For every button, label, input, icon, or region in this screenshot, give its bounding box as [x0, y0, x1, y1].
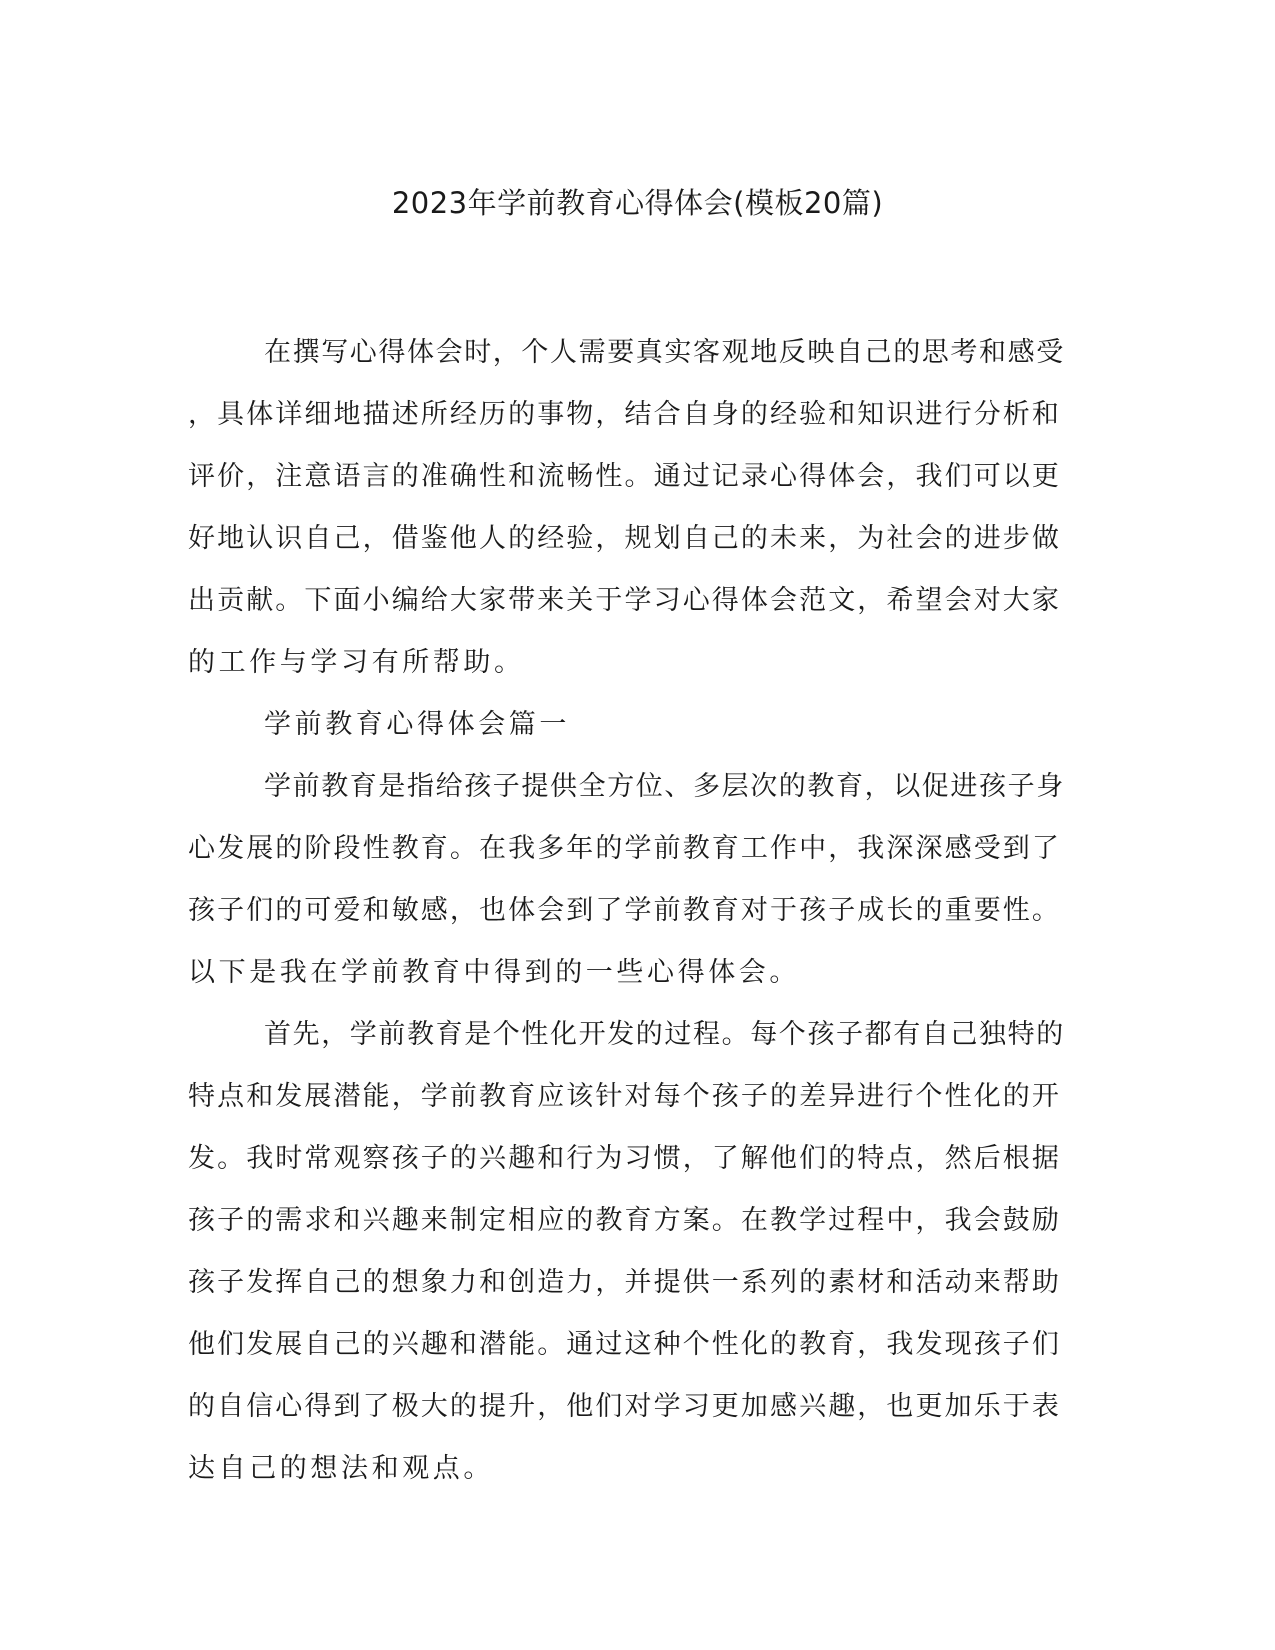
- text-line: 学前教育心得体会篇一: [264, 709, 570, 740]
- text-line: ，具体详细地描述所经历的事物，结合自身的经验和知识进行分析和: [188, 399, 1061, 430]
- text-line: 孩子发挥自己的想象力和创造力，并提供一系列的素材和活动来帮助: [188, 1267, 1061, 1298]
- text-line: 首先，学前教育是个性化开发的过程。每个孩子都有自己独特的: [264, 1019, 1065, 1050]
- text-line: 他们发展自己的兴趣和潜能。通过这种个性化的教育，我发现孩子们: [188, 1329, 1061, 1360]
- text-line: 好地认识自己，借鉴他人的经验，规划自己的未来，为社会的进步做: [188, 523, 1061, 554]
- text-line: 孩子的需求和兴趣来制定相应的教育方案。在教学过程中，我会鼓励: [188, 1205, 1061, 1236]
- document-body: [188, 322, 1068, 1500]
- document-title: 2023年学前教育心得体会(模板20篇): [391, 186, 884, 220]
- text-line: 孩子们的可爱和敏感，也体会到了学前教育对于孩子成长的重要性。: [188, 895, 1061, 926]
- text-line: 的工作与学习有所帮助。: [188, 647, 525, 678]
- text-line: 发。我时常观察孩子的兴趣和行为习惯，了解他们的特点，然后根据: [188, 1143, 1061, 1174]
- text-line: 达自己的想法和观点。: [188, 1453, 494, 1484]
- text-line: 在撰写心得体会时，个人需要真实客观地反映自己的思考和感受: [264, 337, 1065, 368]
- text-line: 评价，注意语言的准确性和流畅性。通过记录心得体会，我们可以更: [188, 461, 1061, 492]
- text-line: 心发展的阶段性教育。在我多年的学前教育工作中，我深深感受到了: [188, 833, 1061, 864]
- text-line: 特点和发展潜能，学前教育应该针对每个孩子的差异进行个性化的开: [188, 1081, 1061, 1112]
- text-line: 以下是我在学前教育中得到的一些心得体会。: [188, 957, 800, 988]
- text-line: 的自信心得到了极大的提升，他们对学习更加感兴趣，也更加乐于表: [188, 1391, 1061, 1422]
- text-line: 学前教育是指给孩子提供全方位、多层次的教育，以促进孩子身: [264, 771, 1065, 802]
- text-line: 出贡献。下面小编给大家带来关于学习心得体会范文，希望会对大家: [188, 585, 1061, 616]
